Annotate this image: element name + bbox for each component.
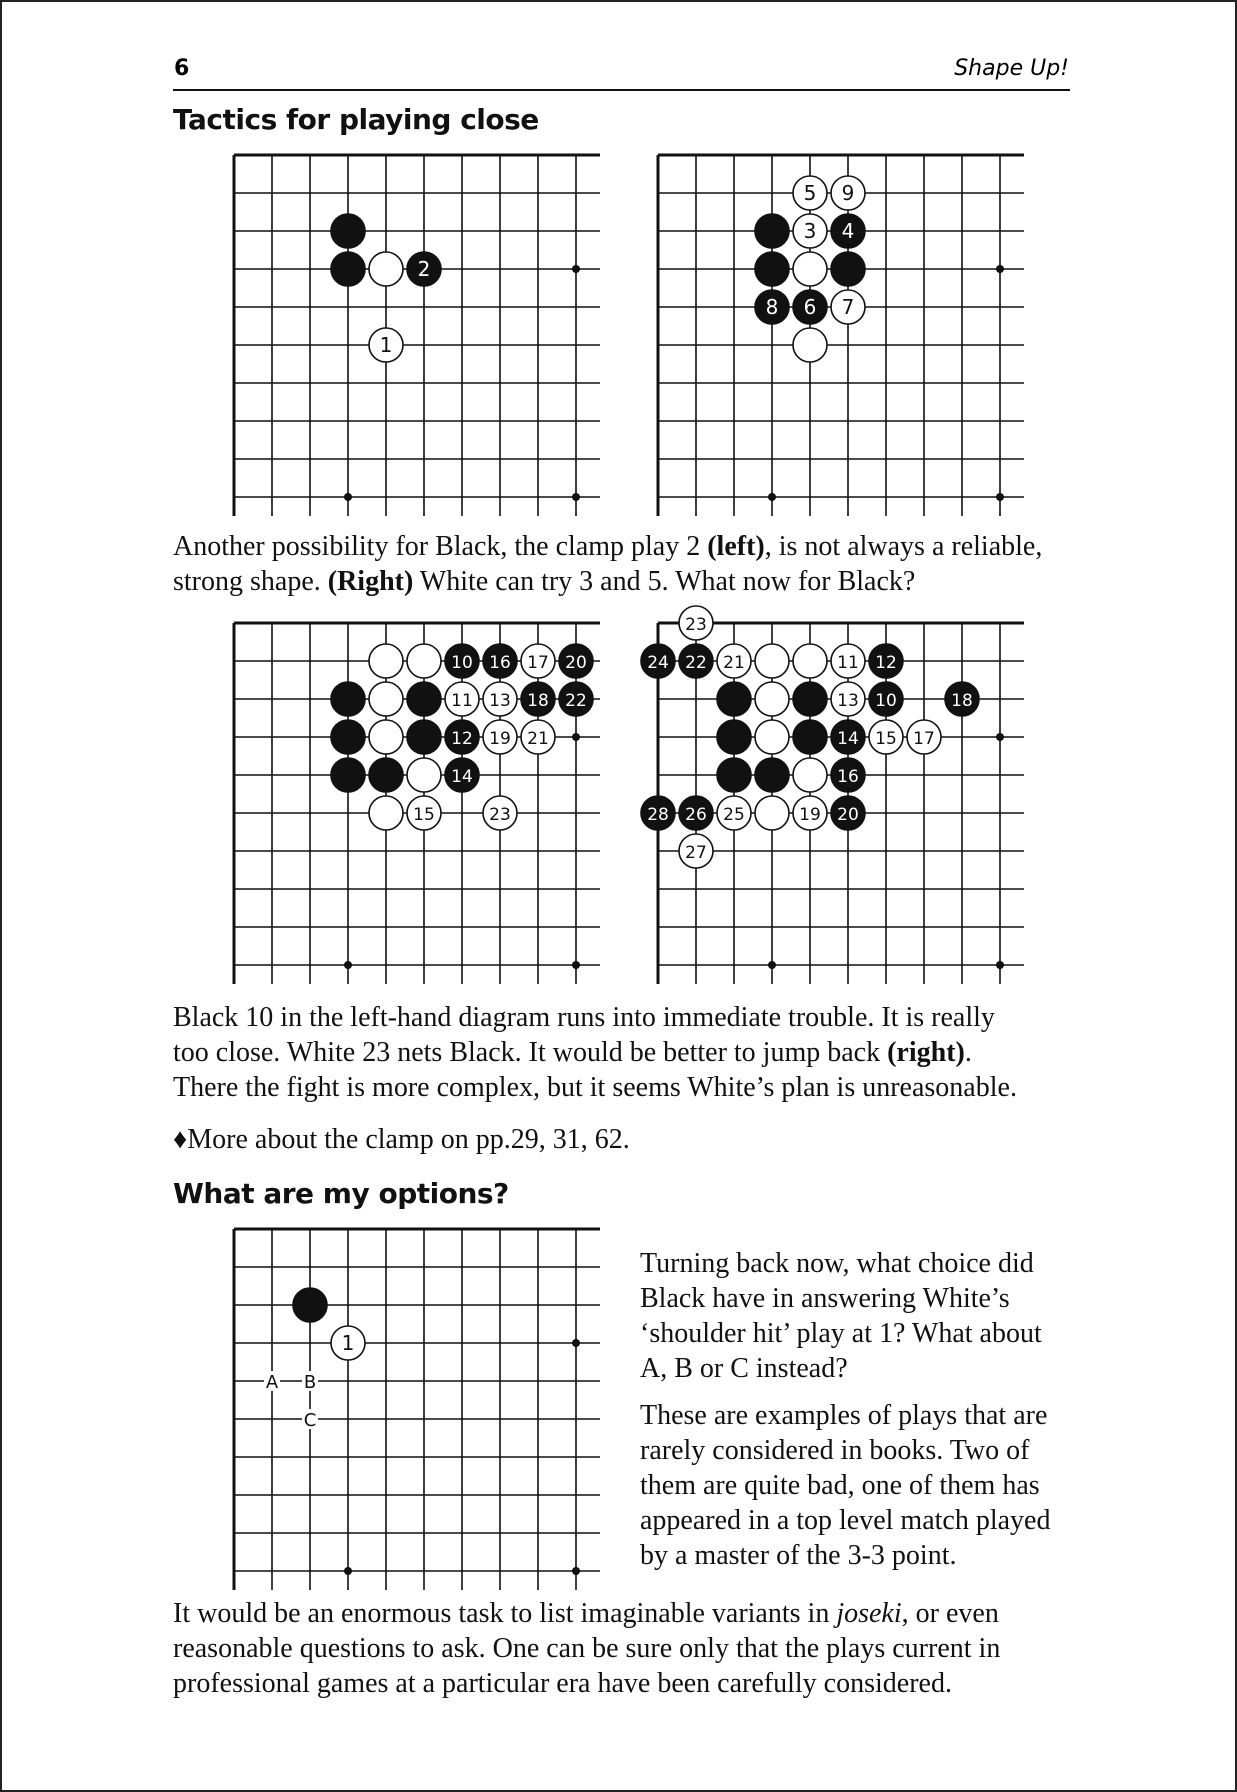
star-point xyxy=(768,493,776,501)
move-number: 23 xyxy=(685,615,707,635)
white-stone xyxy=(445,682,479,716)
white-stone xyxy=(369,682,403,716)
black-stone xyxy=(831,720,865,754)
star-point xyxy=(996,961,1004,969)
black-stone xyxy=(793,290,827,324)
star-point xyxy=(996,265,1004,273)
black-stone xyxy=(331,720,365,754)
move-number: 15 xyxy=(875,729,897,749)
move-number: 23 xyxy=(489,805,511,825)
move-number: 22 xyxy=(565,691,587,711)
move-number: 15 xyxy=(413,805,435,825)
white-stone xyxy=(679,834,713,868)
paragraph-joseki: It would be an enormous task to list imaginable variants in joseki, or even reasonable questions to ask. One can be sure only that the plays current in professional games at a particular era have been carefully considered. xyxy=(173,1598,1001,1699)
black-stone xyxy=(293,1288,327,1322)
move-number: 13 xyxy=(489,691,511,711)
black-stone xyxy=(755,758,789,792)
black-stone xyxy=(755,252,789,286)
white-stone xyxy=(483,720,517,754)
move-number: 21 xyxy=(723,653,745,673)
white-stone xyxy=(369,328,403,362)
black-stone xyxy=(755,290,789,324)
move-number: 2 xyxy=(417,257,431,281)
move-number: 18 xyxy=(951,691,973,711)
board-letter-C xyxy=(302,1409,318,1431)
paragraph-clamp: Another possibility for Black, the clamp play 2 (left), is not always a reliable, strong shape. (Right) White can try 3 and 5. What now for Black? xyxy=(173,531,1043,597)
star-point xyxy=(344,493,352,501)
move-number: 14 xyxy=(837,729,859,749)
move-number: 1 xyxy=(341,1331,355,1355)
section-title-options: What are my options? xyxy=(173,1177,509,1210)
go-diagram-clamp-left xyxy=(233,154,603,516)
move-number: 24 xyxy=(647,653,669,673)
white-stone xyxy=(793,796,827,830)
go-diagram-clamp-right xyxy=(657,154,1027,516)
black-stone xyxy=(793,720,827,754)
move-number: 10 xyxy=(875,691,897,711)
star-point xyxy=(344,1567,352,1575)
white-stone xyxy=(483,796,517,830)
black-stone xyxy=(831,796,865,830)
star-point xyxy=(768,961,776,969)
go-diagram-fight-left xyxy=(233,622,603,984)
white-stone xyxy=(793,252,827,286)
move-number: 20 xyxy=(837,805,859,825)
white-stone xyxy=(869,720,903,754)
move-number: 20 xyxy=(565,653,587,673)
black-stone xyxy=(717,720,751,754)
black-stone xyxy=(559,644,593,678)
section-title-tactics: Tactics for playing close xyxy=(173,103,539,136)
white-stone xyxy=(831,644,865,678)
black-stone xyxy=(831,758,865,792)
board-grid xyxy=(234,155,600,516)
move-number: 19 xyxy=(799,805,821,825)
black-stone xyxy=(483,644,517,678)
move-number: 14 xyxy=(451,767,473,787)
star-point xyxy=(572,961,580,969)
white-stone xyxy=(407,644,441,678)
star-point xyxy=(344,961,352,969)
white-stone xyxy=(407,796,441,830)
white-stone xyxy=(483,682,517,716)
move-number: 1 xyxy=(379,333,393,357)
move-number: 27 xyxy=(685,843,707,863)
white-stone xyxy=(793,176,827,210)
white-stone xyxy=(369,644,403,678)
move-number: 17 xyxy=(527,653,549,673)
black-stone xyxy=(331,214,365,248)
paragraph-black-10: Black 10 in the left-hand diagram runs into immediate trouble. It is really too close. White 23 nets Black. It would be better to jump back (right). There the fight is more complex, but it seems White’s plan is unreasonable. xyxy=(173,1002,1017,1103)
side-paragraph-question: Turning back now, what choice did Black have in answering White’s ‘shoulder hit’ play at 1? What about A, B or C instead? xyxy=(640,1248,1042,1384)
black-stone xyxy=(755,214,789,248)
go-diagram-fight-right xyxy=(647,615,1027,984)
board-letter-A xyxy=(264,1371,280,1393)
black-stone xyxy=(331,682,365,716)
move-number: 28 xyxy=(647,805,669,825)
move-number: 13 xyxy=(837,691,859,711)
black-stone xyxy=(445,720,479,754)
white-stone xyxy=(831,176,865,210)
star-point xyxy=(572,1567,580,1575)
board-letter-B xyxy=(302,1371,318,1393)
move-number: 7 xyxy=(841,295,855,319)
black-stone xyxy=(831,214,865,248)
white-stone xyxy=(717,796,751,830)
move-number: 11 xyxy=(837,653,859,673)
move-number: 8 xyxy=(765,295,779,319)
black-stone xyxy=(521,682,555,716)
white-stone xyxy=(907,720,941,754)
move-number: 10 xyxy=(451,653,473,673)
black-stone xyxy=(369,758,403,792)
white-stone xyxy=(679,606,713,640)
white-stone xyxy=(369,720,403,754)
white-stone xyxy=(755,796,789,830)
black-stone xyxy=(717,682,751,716)
running-title: Shape Up! xyxy=(954,56,1069,81)
move-number: 3 xyxy=(803,219,817,243)
star-point xyxy=(996,733,1004,741)
move-number: 25 xyxy=(723,805,745,825)
black-stone xyxy=(679,644,713,678)
svg-text:B: B xyxy=(303,1372,317,1393)
black-stone xyxy=(559,682,593,716)
white-stone xyxy=(521,720,555,754)
black-stone xyxy=(445,644,479,678)
move-number: 4 xyxy=(841,219,855,243)
go-diagram-shoulder-hit xyxy=(233,1228,603,1590)
side-paragraph-examples: These are examples of plays that are rarely considered in books. Two of them are quite bad, one of them has appeared in a top level match played by a master of the 3-3 point. xyxy=(640,1400,1051,1571)
black-stone xyxy=(445,758,479,792)
move-number: 12 xyxy=(451,729,473,749)
move-number: 16 xyxy=(837,767,859,787)
star-point xyxy=(572,265,580,273)
black-stone xyxy=(331,252,365,286)
svg-text:C: C xyxy=(303,1410,317,1431)
black-stone xyxy=(793,682,827,716)
white-stone xyxy=(793,214,827,248)
white-stone xyxy=(407,758,441,792)
black-stone xyxy=(407,682,441,716)
star-point xyxy=(996,493,1004,501)
black-stone xyxy=(407,252,441,286)
star-point xyxy=(572,1339,580,1347)
black-stone xyxy=(679,796,713,830)
move-number: 12 xyxy=(875,653,897,673)
move-number: 21 xyxy=(527,729,549,749)
star-point xyxy=(572,733,580,741)
white-stone xyxy=(793,328,827,362)
black-stone xyxy=(869,682,903,716)
move-number: 6 xyxy=(803,295,817,319)
note-clamp-pages: ♦More about the clamp on pp.29, 31, 62. xyxy=(173,1124,630,1155)
board-grid xyxy=(234,1229,600,1590)
move-number: 18 xyxy=(527,691,549,711)
black-stone xyxy=(331,758,365,792)
black-stone xyxy=(641,644,675,678)
star-point xyxy=(572,493,580,501)
white-stone xyxy=(755,682,789,716)
black-stone xyxy=(407,720,441,754)
white-stone xyxy=(369,796,403,830)
move-number: 17 xyxy=(913,729,935,749)
move-number: 22 xyxy=(685,653,707,673)
white-stone xyxy=(793,644,827,678)
header-rule xyxy=(173,89,1070,91)
white-stone xyxy=(521,644,555,678)
page-number: 6 xyxy=(174,56,190,81)
black-stone xyxy=(831,252,865,286)
white-stone xyxy=(755,644,789,678)
black-stone xyxy=(869,644,903,678)
move-number: 9 xyxy=(841,181,855,205)
move-number: 16 xyxy=(489,653,511,673)
black-stone xyxy=(945,682,979,716)
black-stone xyxy=(717,758,751,792)
white-stone xyxy=(717,644,751,678)
white-stone xyxy=(755,720,789,754)
white-stone xyxy=(831,682,865,716)
white-stone xyxy=(331,1326,365,1360)
white-stone xyxy=(831,290,865,324)
move-number: 11 xyxy=(451,691,473,711)
svg-text:A: A xyxy=(265,1372,279,1393)
black-stone xyxy=(641,796,675,830)
white-stone xyxy=(793,758,827,792)
move-number: 5 xyxy=(803,181,817,205)
move-number: 19 xyxy=(489,729,511,749)
move-number: 26 xyxy=(685,805,707,825)
white-stone xyxy=(369,252,403,286)
